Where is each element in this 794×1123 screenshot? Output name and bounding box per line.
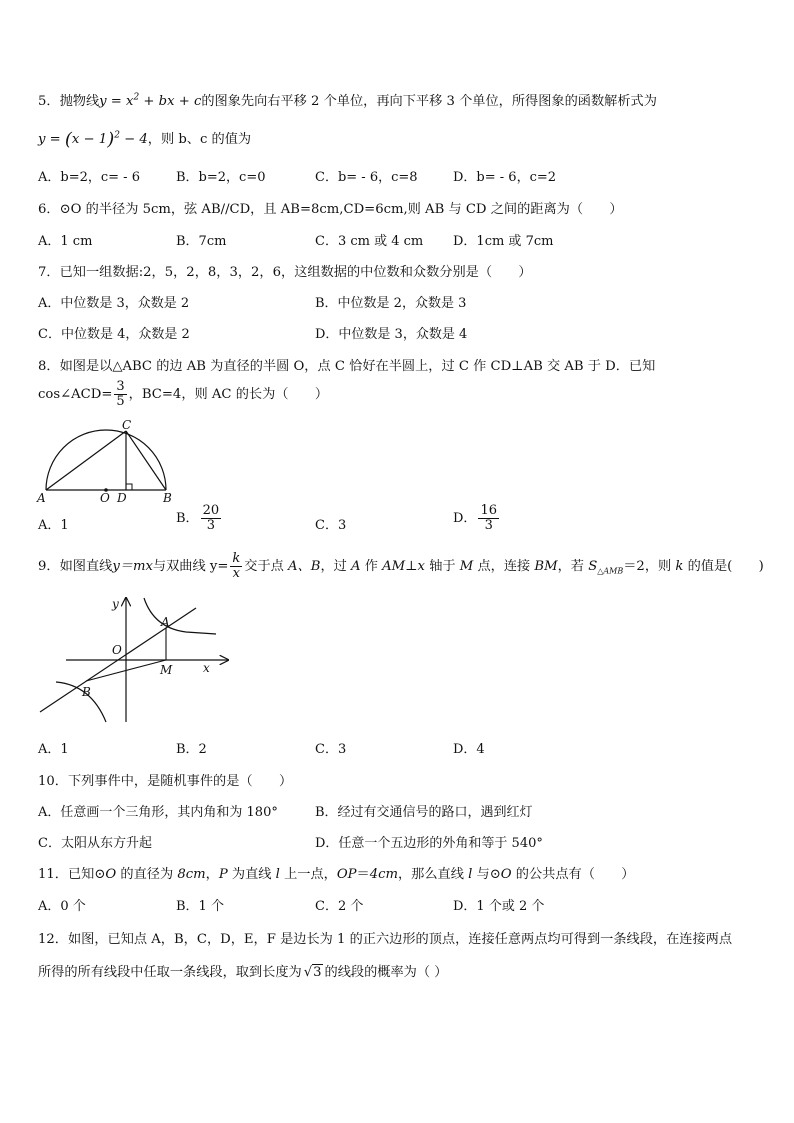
q8-segment-ac: [46, 431, 126, 490]
q8-option-b-num: 20: [202, 503, 220, 518]
q8-right-angle-mark: [126, 484, 132, 490]
q11-op: OP: [336, 867, 357, 882]
q11-text-e: 上一点，: [279, 867, 337, 882]
q11-text-i: 的公共点有（ ）: [511, 867, 635, 882]
q8-semicircle: [46, 430, 166, 490]
q12-text-line2: [38, 961, 447, 980]
q8-frac-num: 3: [116, 379, 125, 394]
q5-text-c: ，则 b、c 的值为: [147, 132, 252, 147]
q8-label-c: C: [122, 418, 132, 432]
q9-bm: BM: [534, 559, 558, 574]
q8-label-o: O: [100, 491, 110, 504]
q5-option-c[interactable]: C．b= - 6，c=8: [315, 170, 418, 185]
q12-text-line1: 12．如图，已知点 A，B，C，D，E，F 是边长为 1 的正六边形的顶点，连接任意两点均可得到一条线段，在连接两点: [38, 932, 733, 947]
q8-option-b-den: 3: [206, 518, 215, 533]
q9-text-f: 轴于: [425, 559, 460, 574]
q6-option-c[interactable]: C．3 cm 或 4 cm: [315, 234, 424, 249]
q11-option-a[interactable]: A．0 个: [38, 899, 86, 914]
q8-cos-fraction: [114, 380, 126, 409]
q7-option-b[interactable]: B．中位数是 2，众数是 3: [315, 296, 467, 311]
q9-s-sub: △AMB: [597, 566, 624, 576]
q9-points: A、B: [288, 559, 321, 574]
q10-text: 10．下列事件中，是随机事件的是（ ）: [38, 774, 293, 789]
q9-text-g: 点，连接: [473, 559, 535, 574]
q8-option-d-fraction: [478, 504, 499, 533]
q11-diameter: 8cm: [177, 867, 206, 882]
q5-text: 抛物线: [59, 94, 100, 109]
q11-text-g: ，那么直线: [397, 867, 469, 882]
q8-option-d[interactable]: [453, 504, 501, 533]
q9-frac-num: k: [232, 551, 241, 566]
q9-point-a: A: [351, 559, 361, 574]
q9-fraction: [230, 552, 242, 581]
q11-p: P: [218, 867, 228, 882]
q9-hyperbola-upper: [144, 598, 216, 634]
q9-frac-den: x: [232, 566, 240, 581]
q5-text-b: 的图象先向右平移 2 个单位，再向下平移 3 个单位，所得图象的函数解析式为: [201, 94, 657, 109]
q9-line-expr: y＝mx: [112, 559, 153, 574]
q11-option-c[interactable]: C．2 个: [315, 899, 364, 914]
q9-label-a: A: [161, 615, 170, 629]
q8-option-b-label: B．: [176, 511, 199, 526]
q11-l2: l: [468, 867, 473, 882]
q9-text-e: 作: [360, 559, 383, 574]
q5-option-a[interactable]: A．b=2，c= - 6: [38, 170, 140, 185]
q9-am: AM⊥x: [382, 559, 425, 574]
q10-option-a[interactable]: A．任意画一个三角形，其内角和为 180°: [38, 805, 278, 820]
q7-option-d[interactable]: D．中位数是 3，众数是 4: [315, 327, 468, 342]
q12-sqrt-value: 3: [313, 965, 322, 980]
q5-line2: [38, 128, 251, 150]
q5-expr2-a: y =: [38, 132, 65, 147]
q9-text: [38, 552, 764, 581]
q11-text-f: ＝: [356, 867, 370, 882]
q8-option-b[interactable]: [176, 504, 223, 533]
q9-text-b: 与双曲线 y=: [152, 559, 229, 574]
q6-text: 6．⊙O 的半径为 5cm，弦 AB//CD，且 AB=8cm,CD=6cm,则 AB 与 CD 之间的距离为（ ）: [38, 202, 623, 217]
q9-label-b: B: [82, 685, 91, 699]
q9-text-j: 的值是( ): [683, 559, 764, 574]
q5-expr1-exp: 2: [133, 92, 140, 103]
q6-option-b[interactable]: B．7cm: [176, 234, 227, 249]
q9-label-m: M: [160, 663, 173, 677]
q9-label-o: O: [112, 643, 122, 657]
q9-label-y: y: [112, 597, 119, 611]
q5-number: 5．: [38, 94, 60, 109]
q8-segment-bc: [126, 431, 166, 490]
q6-option-a[interactable]: A．1 cm: [38, 234, 93, 249]
q8-label-b: B: [163, 491, 172, 504]
q5-expr1-a: y = x: [99, 94, 134, 109]
q8-text-rest: ，BC=4，则 AC 的长为（ ）: [128, 387, 329, 402]
q11-o1: O: [105, 867, 117, 882]
q7-text: 7．已知一组数据:2，5，2，8，3，2，6，这组数据的中位数和众数分别是（ ）: [38, 265, 532, 280]
q10-option-d[interactable]: D．任意一个五边形的外角和等于 540°: [315, 836, 543, 851]
q8-label-a: A: [37, 491, 46, 504]
q9-text-h: ，若: [557, 559, 589, 574]
q5-expr2-b: − 4: [119, 132, 148, 147]
q10-option-c[interactable]: C．太阳从东方升起: [38, 836, 152, 851]
q9-text-c: 交于点: [244, 559, 289, 574]
q9-label-x: x: [203, 661, 210, 675]
q5-line1: [38, 90, 657, 109]
q12-sqrt: [304, 965, 323, 980]
q9-area: [588, 559, 623, 574]
q5-option-b[interactable]: B．b=2，c=0: [176, 170, 266, 185]
q5-option-d[interactable]: D．b= - 6，c=2: [453, 170, 557, 185]
sqrt-radical-icon: √: [303, 965, 313, 980]
q11-text-h: 与⊙: [472, 867, 501, 882]
q9-option-d[interactable]: D．4: [453, 742, 485, 757]
q8-option-d-num: 16: [480, 503, 497, 518]
q11-l1: l: [275, 867, 280, 882]
q9-option-a[interactable]: A．1: [38, 742, 69, 757]
q9-k: k: [675, 559, 684, 574]
q11-text-c: ，: [205, 867, 219, 882]
q8-label-d: D: [117, 491, 127, 504]
q9-text-a: 9．如图直线: [38, 559, 113, 574]
q11-option-b[interactable]: B．1 个: [176, 899, 224, 914]
q11-o2: O: [500, 867, 512, 882]
q11-option-d[interactable]: D．1 个或 2 个: [453, 899, 545, 914]
q9-hyperbola-lower: [56, 682, 106, 722]
q5-paren-open: (: [64, 129, 72, 150]
q8-frac-den: 5: [116, 394, 125, 409]
q9-figure: [36, 590, 236, 725]
q5-expr2-inner: x − 1: [71, 132, 108, 147]
q8-option-d-label: D．: [453, 511, 477, 526]
q6-option-d[interactable]: D．1cm 或 7cm: [453, 234, 554, 249]
q8-figure: [36, 418, 176, 504]
q8-option-c[interactable]: C．3: [315, 518, 347, 533]
q9-option-c[interactable]: C．3: [315, 742, 347, 757]
q8-option-a[interactable]: A．1: [38, 518, 69, 533]
q9-point-m: M: [459, 559, 474, 574]
q12-text-b: 的线段的概率为（ ）: [324, 965, 448, 980]
q8-cos-label: cos∠ACD=: [38, 387, 113, 402]
q10-option-b[interactable]: B．经过有交通信号的路口，遇到红灯: [315, 805, 533, 820]
q8-text-line2: [38, 380, 328, 409]
q9-option-b[interactable]: B．2: [176, 742, 207, 757]
q11-text: [38, 863, 634, 882]
q9-s: S: [588, 559, 598, 574]
q9-text-d: ，过: [320, 559, 352, 574]
q5-expr1-b: + bx + c: [139, 94, 202, 109]
q7-option-a[interactable]: A．中位数是 3，众数是 2: [38, 296, 190, 311]
q5-expr2-exp: 2: [114, 130, 120, 141]
q8-text-line1: 8．如图是以△ABC 的边 AB 为直径的半圆 O，点 C 恰好在半圆上，过 C 作 CD⊥AB 交 AB 于 D．已知: [38, 359, 656, 374]
q5-expr1: [99, 94, 201, 109]
q5-paren-close: ): [107, 129, 115, 150]
q11-text-a: 11．已知⊙: [38, 867, 106, 882]
q7-option-c[interactable]: C．中位数是 4，众数是 2: [38, 327, 190, 342]
q11-op-value: 4cm: [369, 867, 398, 882]
q11-text-d: 为直线: [227, 867, 276, 882]
q8-option-b-fraction: [201, 504, 222, 533]
q5-expr2: [38, 129, 148, 150]
q11-text-b: 的直径为: [116, 867, 178, 882]
q12-text-a: 所得的所有线段中任取一条线段，取到长度为: [38, 965, 302, 980]
q8-option-d-den: 3: [484, 518, 493, 533]
q9-text-i: ＝2，则: [623, 559, 676, 574]
